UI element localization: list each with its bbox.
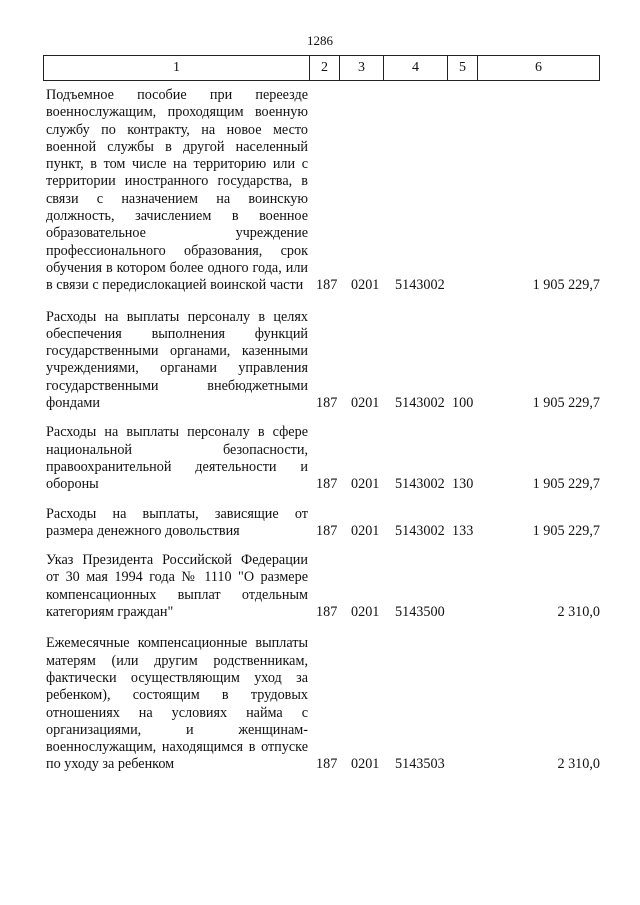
column-header-1: 1 (44, 56, 310, 80)
table-row (0, 424, 640, 493)
table-row (0, 506, 640, 541)
row-gr-code: 187 (316, 522, 338, 539)
row-section-code: 0201 (351, 522, 380, 539)
row-description: Указ Президента Российской Федерации от 30 мая 1994 года № 1110 "О размере компенсационных выплат отдельным категориям граждан" (46, 552, 308, 621)
row-vr-code: 130 (452, 476, 474, 493)
row-sum: 1 905 229,7 (532, 476, 600, 493)
row-section-code: 0201 (351, 604, 380, 621)
table-row (0, 635, 640, 773)
row-vr-code: 100 (452, 395, 474, 412)
column-header-6: 6 (535, 60, 542, 75)
row-description: Ежемесячные компенсационные выплаты матерям (или другим родственникам, фактически осуществляющим уход за ребенком), состоящим в трудовых отношениях на условиях найма с организациями, и женщинам-военнослужащим, находящимся в отпуске по уходу за ребенком (46, 635, 308, 773)
column-header-3: 3 (340, 56, 384, 80)
row-section-code: 0201 (351, 756, 380, 773)
row-sum: 2 310,0 (557, 604, 600, 621)
row-csr-code: 5143002 (395, 522, 445, 539)
row-csr-code: 5143002 (395, 395, 445, 412)
table-row (0, 87, 640, 295)
column-header-2: 2 (310, 56, 340, 80)
row-sum: 1 905 229,7 (532, 395, 600, 412)
column-header-row (43, 55, 600, 81)
row-section-code: 0201 (351, 277, 380, 294)
row-sum: 1 905 229,7 (532, 522, 600, 539)
row-gr-code: 187 (316, 277, 338, 294)
row-gr-code: 187 (316, 604, 338, 621)
row-section-code: 0201 (351, 395, 380, 412)
page-number: 1286 (307, 33, 333, 48)
row-csr-code: 5143002 (395, 476, 445, 493)
budget-table-body (0, 87, 640, 774)
row-section-code: 0201 (351, 476, 380, 493)
column-header-5: 5 (448, 56, 478, 80)
row-gr-code: 187 (316, 395, 338, 412)
table-row (0, 552, 640, 621)
row-description: Расходы на выплаты персоналу в целях обеспечения выполнения функций государственными органами, казенными учреждениями, органами управления государственными внебюджетными фондами (46, 308, 308, 412)
row-description: Расходы на выплаты, зависящие от размера денежного довольствия (46, 505, 308, 539)
column-header-4: 4 (384, 56, 448, 80)
row-csr-code: 5143503 (395, 756, 445, 773)
table-row (0, 309, 640, 413)
row-description: Расходы на выплаты персоналу в сфере национальной безопасности, правоохранительной деятельности и обороны (46, 424, 308, 493)
row-description: Подъемное пособие при переезде военнослужащим, проходящим военную службу по контракту, на новое место военной службы в другой населенный пункт, в том числе на территорию или с территории иностранного государства, в связи с назначением на воинскую должность, зачислением в военное образовательное учреждение профессионального образования, срок обучения в котором более одного года, или в связи с передислокацией воинской части (46, 87, 308, 294)
row-gr-code: 187 (316, 476, 338, 493)
row-csr-code: 5143002 (395, 277, 445, 294)
row-sum: 1 905 229,7 (532, 277, 600, 294)
row-sum: 2 310,0 (557, 756, 600, 773)
row-vr-code: 133 (452, 522, 474, 539)
row-gr-code: 187 (316, 756, 338, 773)
row-csr-code: 5143500 (395, 604, 445, 621)
